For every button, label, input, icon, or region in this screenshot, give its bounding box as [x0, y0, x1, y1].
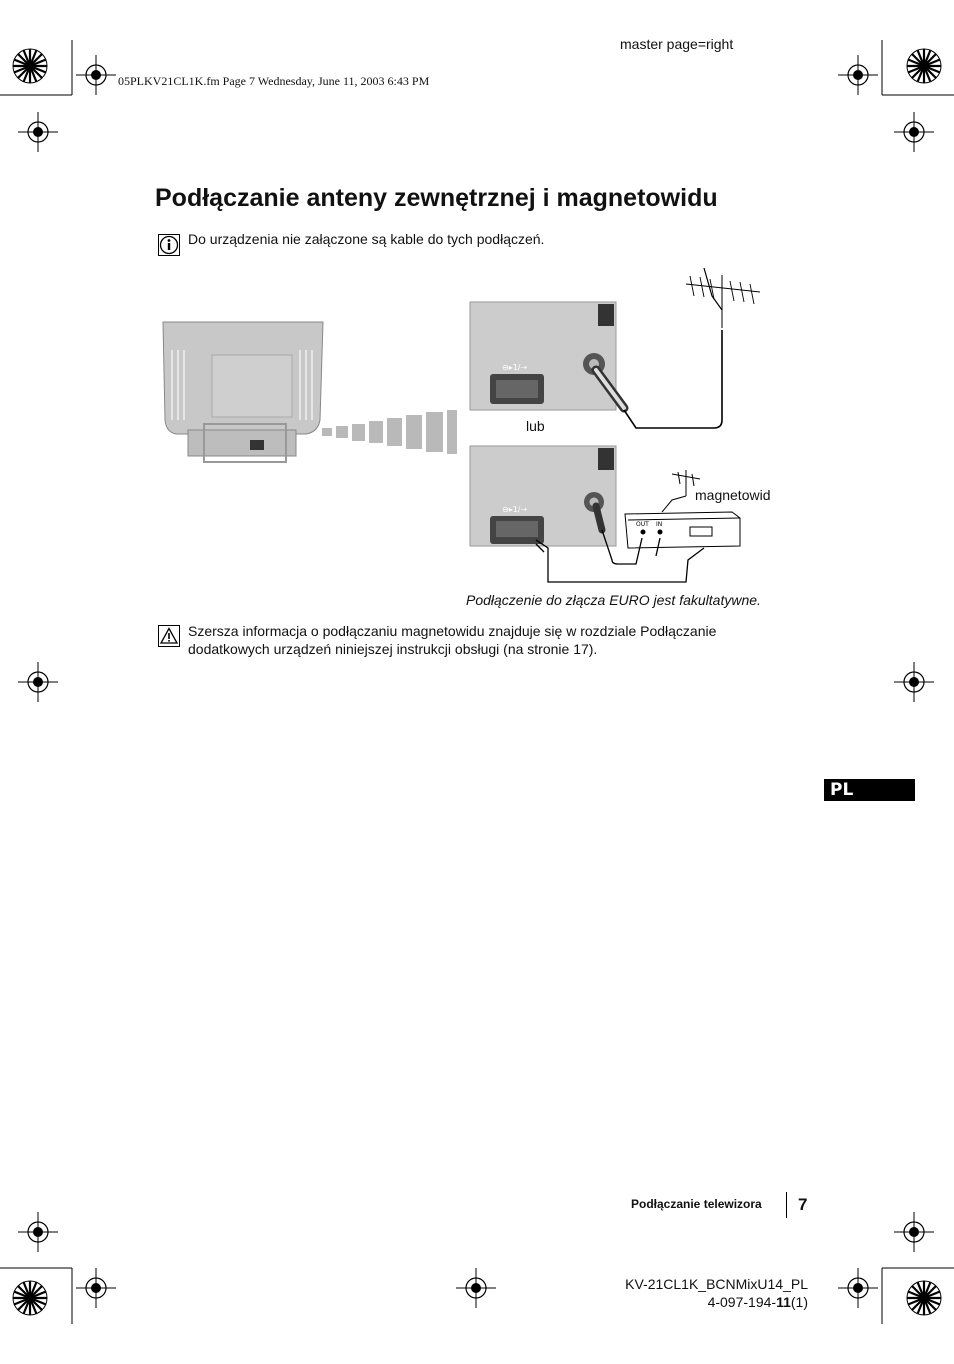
- footer-section-title: Podłączanie telewizora: [631, 1197, 762, 1211]
- master-page-note: master page=right: [620, 36, 734, 52]
- antenna-top-icon: [624, 268, 760, 428]
- tv-back-illustration: [163, 322, 323, 462]
- warning-icon: [158, 625, 180, 647]
- or-label: lub: [526, 418, 545, 434]
- tv-panel-top: [470, 302, 624, 410]
- tv-panel-bottom: [470, 446, 616, 546]
- file-info: 05PLKV21CL1K.fm Page 7 Wednesday, June 11, 2003 6:43 PM: [118, 74, 430, 88]
- footer-divider: [786, 1192, 787, 1218]
- language-badge: PL: [824, 779, 915, 801]
- svg-text:⊖▸1/⇢: ⊖▸1/⇢: [502, 363, 528, 372]
- part-number: 4-097-194-11(1): [707, 1294, 808, 1310]
- vcr-label: magnetowid: [695, 487, 771, 503]
- info-note-text: Do urządzenia nie załączone są kable do tych podłączeń.: [188, 231, 545, 247]
- zoom-fan: [322, 410, 457, 454]
- warning-note-text: Szersza informacja o podłączaniu magnetowidu znajduje się w rozdziale Podłączanie dodatkowych urządzeń niniejszej instrukcji obsługi (na stronie 17).: [188, 623, 717, 657]
- svg-text:IN: IN: [656, 521, 663, 528]
- footer-model-info: [604, 1275, 808, 1311]
- model-code: KV-21CL1K_BCNMixU14_PL: [625, 1276, 808, 1292]
- page-number: 7: [798, 1195, 808, 1214]
- page-title: Podłączanie anteny zewnętrznej i magnetowidu: [155, 184, 718, 212]
- svg-text:OUT: OUT: [636, 521, 649, 528]
- vcr-device: [625, 512, 740, 548]
- figure-caption: Podłączenie do złącza EURO jest fakultatywne.: [466, 592, 761, 608]
- svg-text:⊖▸1/⇢: ⊖▸1/⇢: [502, 505, 528, 514]
